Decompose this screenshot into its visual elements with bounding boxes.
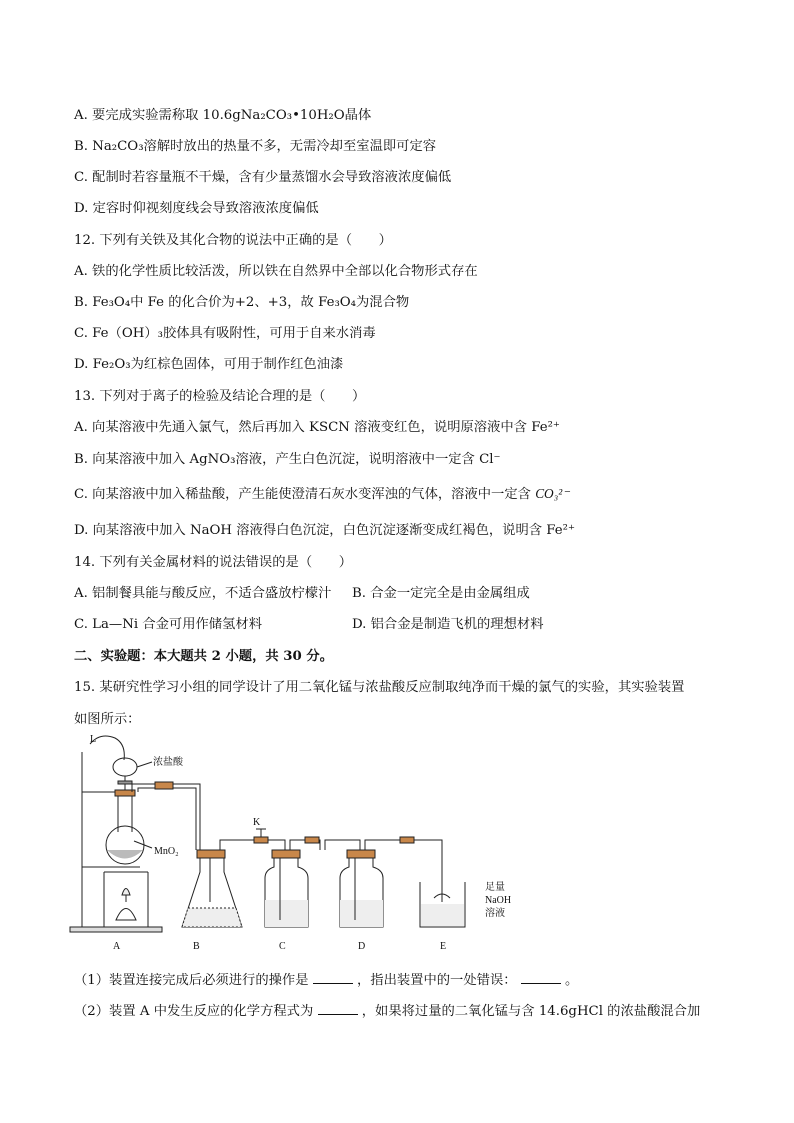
q15-sub1-part1: （1）装置连接完成后必须进行的操作是 — [74, 973, 309, 988]
q12-option-a: A. 铁的化学性质比较活泼，所以铁在自然界中全部以化合物形式存在 — [74, 264, 478, 279]
q11-option-a: A. 要完成实验需称取 10.6gNa₂CO₃•10H₂O晶体 — [74, 108, 372, 123]
label-naoh-1: 足量 — [485, 882, 505, 893]
q12-option-b: B. Fe₃O₄中 Fe 的化合价为+2、+3，故 Fe₃O₄为混合物 — [74, 295, 410, 310]
q14-option-b: B. 合金一定完全是由金属组成 — [352, 586, 530, 601]
connecting-tubes — [132, 782, 442, 902]
q13-stem: 13. 下列对于离子的检验及结论合理的是（ ） — [74, 389, 366, 404]
q15-sub1 — [74, 969, 578, 988]
q14-stem: 14. 下列有关金属材料的说法错误的是（ ） — [74, 555, 353, 570]
alcohol-lamp — [116, 889, 136, 921]
q13-option-c-text: C. 向某溶液中加入稀盐酸，产生能使澄清石灰水变浑浊的气体，溶液中一定含 — [74, 487, 531, 502]
round-bottom-flask — [106, 790, 152, 864]
gas-bottle-d — [340, 850, 383, 927]
iron-stand — [70, 752, 162, 932]
label-naoh-3: 溶液 — [485, 908, 505, 919]
q15-sub2-part1: （2）装置 A 中发生反应的化学方程式为 — [74, 1004, 314, 1019]
q12-option-c: C. Fe（OH）₃胶体具有吸附性，可用于自来水消毒 — [74, 326, 376, 341]
label-hcl: 浓盐酸 — [153, 757, 183, 768]
label-b: B — [193, 941, 200, 952]
label-k: K — [253, 817, 261, 828]
q13-option-d: D. 向某溶液中加入 NaOH 溶液得白色沉淀，白色沉淀逐渐变成红褐色，说明含 Fe²⁺ — [74, 523, 576, 538]
section-title: 二、实验题：本大题共 2 小题，共 30 分。 — [74, 649, 334, 664]
label-e: E — [440, 941, 447, 952]
q11-option-c: C. 配制时若容量瓶不干燥，含有少量蒸馏水会导致溶液浓度偏低 — [74, 170, 452, 185]
q13-option-a: A. 向某溶液中先通入氯气，然后再加入 KSCN 溶液变红色，说明原溶液中含 Fe²⁺ — [74, 420, 560, 435]
conical-flask-b — [182, 850, 242, 927]
label-l: L — [90, 734, 97, 745]
q15-stem-line1: 15. 某研究性学习小组的同学设计了用二氧化锰与浓盐酸反应制取纯净而干燥的氯气的实验，其实验装置 — [74, 680, 685, 695]
q13-option-c — [74, 483, 569, 502]
label-a: A — [113, 941, 121, 952]
q15-sub2 — [74, 1000, 700, 1019]
q11-option-d: D. 定容时仰视刻度线会导致溶液浓度偏低 — [74, 201, 319, 216]
q11-option-b: B. Na₂CO₃溶解时放出的热量不多，无需冷却至室温即可定容 — [74, 139, 437, 154]
q13-option-b: B. 向某溶液中加入 AgNO₃溶液，产生白色沉淀，说明溶液中一定含 Cl⁻ — [74, 452, 501, 467]
answer-blank-1[interactable] — [313, 971, 353, 984]
q15-sub2-part2: ，如果将过量的二氧化锰与含 14.6gHCl 的浓盐酸混合加 — [361, 1004, 701, 1019]
apparatus-figure — [60, 732, 540, 957]
q15-sub1-part3: 。 — [565, 973, 579, 988]
q15-sub1-part2: ，指出装置中的一处错误： — [356, 973, 517, 988]
label-c: C — [279, 941, 286, 952]
separatory-funnel — [90, 736, 152, 790]
answer-blank-3[interactable] — [318, 1002, 358, 1015]
answer-blank-2[interactable] — [521, 971, 561, 984]
label-mno2: MnO₂ — [154, 846, 179, 857]
q13-option-c-ion: CO₃²⁻ — [535, 486, 570, 501]
gas-bottle-c — [265, 850, 308, 927]
label-d: D — [358, 941, 366, 952]
q14-option-c: C. La—Ni 合金可用作储氢材料 — [74, 617, 262, 632]
q12-option-d: D. Fe₂O₃为红棕色固体，可用于制作红色油漆 — [74, 357, 344, 372]
q14-option-a: A. 铝制餐具能与酸反应，不适合盛放柠檬汁 — [74, 586, 332, 601]
q12-stem: 12. 下列有关铁及其化合物的说法中正确的是（ ） — [74, 233, 392, 248]
q15-stem-line2: 如图所示： — [74, 712, 141, 727]
label-naoh-2: NaOH — [485, 895, 512, 906]
q14-option-d: D. 铝合金是制造飞机的理想材料 — [352, 617, 544, 632]
